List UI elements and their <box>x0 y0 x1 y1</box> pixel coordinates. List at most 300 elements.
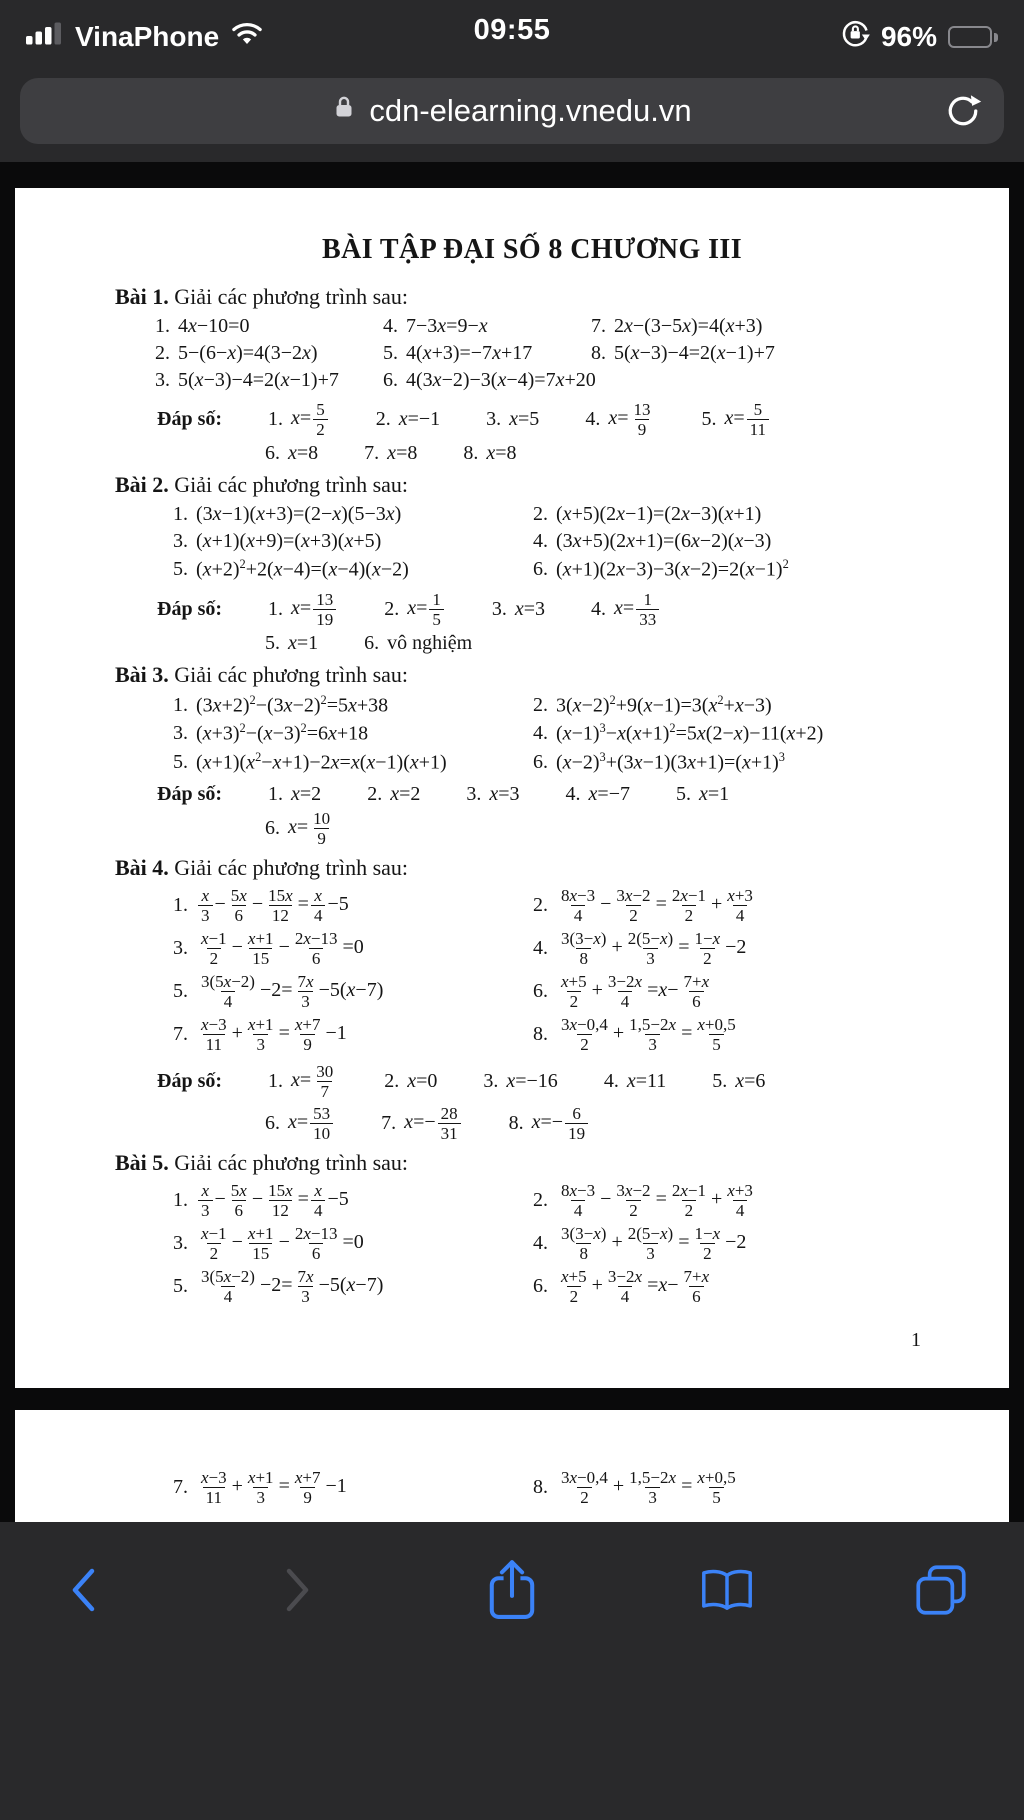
fraction <box>295 972 317 1011</box>
item-number: 2. <box>533 1189 548 1212</box>
item-number: 8. <box>533 1023 548 1046</box>
fraction-denominator: 12 <box>269 905 292 925</box>
fraction-numerator: 10 <box>313 808 331 828</box>
fraction-numerator: x−1 <box>201 928 227 948</box>
exercise-intro: Giải các phương trình sau: <box>168 1150 409 1176</box>
fraction-denominator: 9 <box>300 1487 315 1507</box>
problem <box>533 750 949 775</box>
fraction-denominator: 2 <box>626 905 641 925</box>
fraction-numerator: 7+x <box>683 971 710 991</box>
fraction <box>669 886 709 925</box>
fraction <box>558 972 590 1011</box>
equation: x= $\frac{5}{11}$ <box>724 400 771 439</box>
fraction-denominator: 3 <box>253 1487 268 1507</box>
item-number: 5. <box>712 1070 728 1093</box>
equation: x=0 <box>407 1070 438 1093</box>
fraction-numerator: x+5 <box>561 1267 587 1287</box>
fraction-denominator: 3 <box>298 991 313 1011</box>
fraction <box>198 1224 230 1263</box>
item-number: 3. <box>155 369 170 391</box>
answer <box>364 632 472 655</box>
fraction-denominator: 2 <box>567 1286 582 1306</box>
exercise-label: Bài 4. <box>115 854 169 880</box>
item-number: 1. <box>268 782 284 805</box>
item-number: 4. <box>533 936 548 959</box>
problem <box>533 1468 949 1507</box>
problem <box>533 693 949 718</box>
item-number: 1. <box>173 1189 188 1212</box>
fraction-numerator: x+0,5 <box>697 1468 736 1487</box>
orientation-lock-icon <box>840 19 870 56</box>
answers-row <box>115 1104 949 1143</box>
problem <box>173 1468 533 1507</box>
item-number: 3. <box>466 782 482 805</box>
answer <box>384 590 446 629</box>
fraction-denominator: 31 <box>438 1123 461 1143</box>
fraction-numerator: 1−x <box>694 1224 721 1244</box>
fraction-denominator: 15 <box>249 948 272 968</box>
fraction-denominator: 9 <box>635 419 650 439</box>
exercise-heading <box>115 662 949 688</box>
exercise-label: Bài 2. <box>115 472 169 498</box>
equation: $\frac{x}{3}$ − $\frac{5x}{6}$ − $\frac{15x}{12}$ = $\frac{x}{4}$ −5 <box>196 886 349 925</box>
item-number: 7. <box>591 315 606 337</box>
item-number: 5. <box>675 782 691 805</box>
share-icon <box>486 1558 538 1622</box>
fraction <box>694 1015 738 1054</box>
fraction-denominator: 8 <box>576 1243 591 1263</box>
exercise-section <box>115 284 949 465</box>
fraction <box>558 929 609 968</box>
fraction-numerator: 1 <box>432 589 441 609</box>
address-bar[interactable] <box>20 78 1004 144</box>
problem-grid <box>115 503 949 582</box>
fraction-numerator: 28 <box>440 1104 458 1124</box>
fraction-denominator: 4 <box>311 905 326 925</box>
status-bar <box>0 0 1024 66</box>
exercise-section <box>115 1150 949 1306</box>
equation: 4(3x−2)−3(x−4)=7x+20 <box>406 369 596 391</box>
fraction-numerator: 5x <box>230 885 247 905</box>
equation: x=− $\frac{6}{19}$ <box>532 1104 590 1143</box>
equation: $\frac{3(3-x)}{8}$ + $\frac{2(5-x)}{3}$ = $\frac{1-x}{2}$ −2 <box>556 929 746 968</box>
fraction-numerator: 2x−1 <box>671 885 706 905</box>
tabs-button[interactable] <box>908 1563 974 1617</box>
fraction <box>292 1468 324 1507</box>
fraction <box>313 1062 336 1101</box>
item-number: 2. <box>384 1070 400 1093</box>
item-number: 2. <box>367 782 383 805</box>
equation: $\frac{3(3-x)}{8}$ + $\frac{2(5-x)}{3}$ = $\frac{1-x}{2}$ −2 <box>556 1224 746 1263</box>
fraction-numerator: x+7 <box>294 1015 321 1034</box>
fraction-numerator: 5 <box>753 400 763 419</box>
fraction-numerator: x <box>201 1181 210 1201</box>
exercise-heading <box>115 284 949 310</box>
item-number: 8. <box>533 1476 548 1499</box>
item-number: 7. <box>364 442 380 465</box>
bookmarks-button[interactable] <box>694 1566 760 1614</box>
reload-icon <box>944 118 982 133</box>
fraction-numerator: x+1 <box>247 1468 274 1487</box>
equation: $(x-2)^3+(3x-1)(3x+1)=(x+1)^3$ <box>556 750 785 774</box>
toolbar-icons-row <box>0 1522 1024 1622</box>
answer <box>509 1104 590 1143</box>
item-number: 5. <box>173 1275 188 1298</box>
fraction-denominator: 11 <box>203 1487 225 1507</box>
battery-tip <box>994 33 998 42</box>
problem <box>173 721 533 746</box>
fraction-numerator: 3−2x <box>607 1267 643 1287</box>
equation: $\frac{x+5}{2}$ + $\frac{3-2x}{4}$ =x− $\frac{7+x}{6}$ <box>556 1267 714 1306</box>
url-text: cdn-elearning.vnedu.vn <box>369 93 692 128</box>
item-number: 3. <box>173 936 188 959</box>
exercise-section <box>115 662 949 848</box>
document-title: BÀI TẬP ĐẠI SỐ 8 CHƯƠNG III <box>322 234 742 265</box>
fraction-denominator: 11 <box>747 419 769 439</box>
item-number: 2. <box>533 503 548 526</box>
item-number: 4. <box>565 782 581 805</box>
fraction <box>292 1015 324 1054</box>
page2-problem-grid <box>115 1468 949 1507</box>
document-page-2 <box>15 1410 1009 1522</box>
fraction-numerator: 2x−1 <box>671 1181 706 1201</box>
equation: (x+1)(x+9)=(x+3)(x+5) <box>196 530 382 553</box>
answer <box>486 408 539 431</box>
fraction-numerator: x−3 <box>201 1015 227 1034</box>
problem <box>383 369 596 392</box>
problem <box>591 315 949 338</box>
fraction <box>311 1181 326 1220</box>
fraction-denominator: 4 <box>221 1286 236 1306</box>
fraction <box>692 929 724 968</box>
item-number: 1. <box>268 408 284 431</box>
item-number: 7. <box>173 1023 188 1046</box>
equation: $\frac{8x-3}{4}$ − $\frac{3x-2}{2}$ = $\frac{2x-1}{2}$ + $\frac{x+3}{4}$ <box>556 1181 758 1220</box>
equation: $\frac{x}{3}$ − $\frac{5x}{6}$ − $\frac{15x}{12}$ = $\frac{x}{4}$ −5 <box>196 1181 349 1220</box>
equation: $3(x-2)^2+9(x-1)=3(x^2+x-3)$ <box>556 692 772 717</box>
fraction <box>198 1267 258 1306</box>
fraction-denominator: 3 <box>298 1286 313 1306</box>
fraction-denominator: 6 <box>232 905 247 925</box>
fraction-numerator: 3x−2 <box>616 1181 651 1201</box>
item-number: 6. <box>533 979 548 1002</box>
problem-grid <box>115 1181 949 1306</box>
fraction <box>198 972 258 1011</box>
answers-row <box>115 400 949 439</box>
fraction-numerator: 3(5x−2) <box>201 971 255 991</box>
fraction-denominator: 3 <box>198 1200 213 1220</box>
item-number: 5. <box>383 342 398 364</box>
exponent: 2 <box>255 750 262 765</box>
problem <box>173 1267 533 1306</box>
fraction <box>613 1181 653 1220</box>
browser-toolbar <box>0 1522 1024 1820</box>
exponent: 3 <box>778 750 785 765</box>
browser-top-chrome <box>0 0 1024 162</box>
document-page-1 <box>15 188 1009 1388</box>
fraction <box>198 1181 213 1220</box>
equation: x=5 <box>509 408 540 431</box>
item-number: 7. <box>173 1476 188 1499</box>
problem <box>155 369 383 392</box>
problem <box>155 315 383 338</box>
equation: $(x+1)(x^2-x+1)-2x=x(x-1)(x+1)$ <box>196 750 447 774</box>
fraction-denominator: 3 <box>253 1034 268 1054</box>
item-number: 2. <box>533 693 548 716</box>
answer <box>466 783 519 806</box>
item-number: 5. <box>173 557 188 580</box>
problem <box>173 1224 533 1263</box>
pdf-viewer[interactable] <box>0 162 1024 1522</box>
equation: $\frac{x-3}{11}$ + $\frac{x+1}{3}$ = $\frac{x+7}{9}$ −1 <box>196 1468 347 1507</box>
fraction-denominator: 19 <box>313 609 336 629</box>
fraction-numerator: 5 <box>316 400 325 419</box>
fraction-denominator: 4 <box>733 905 748 925</box>
back-button[interactable] <box>50 1567 116 1613</box>
answer <box>265 809 335 848</box>
exercise-label: Bài 1. <box>115 284 169 309</box>
fraction-denominator: 9 <box>300 1034 315 1054</box>
fraction <box>613 886 653 925</box>
fraction-denominator: 33 <box>636 609 659 629</box>
item-number: 4. <box>533 722 548 745</box>
fraction-denominator: 2 <box>700 1243 715 1263</box>
equation: 5(x−3)−4=2(x−1)+7 <box>614 342 775 364</box>
fraction-denominator: 3 <box>643 948 658 968</box>
problem <box>155 342 383 365</box>
fraction-denominator: 2 <box>207 1243 222 1263</box>
reload-button[interactable] <box>940 88 986 134</box>
problem <box>173 929 533 968</box>
equation: 5−(6−x)=4(3−2x) <box>178 342 318 364</box>
item-number: 1. <box>155 315 170 337</box>
fraction-denominator: 5 <box>709 1034 724 1054</box>
fraction-denominator: 4 <box>618 991 633 1011</box>
equation: $\frac{x-1}{2}$ − $\frac{x+1}{15}$ − $\frac{2x-13}{6}$ =0 <box>196 1224 364 1263</box>
answers-row <box>115 1062 949 1101</box>
equation: $\frac{x-1}{2}$ − $\frac{x+1}{15}$ − $\frac{2x-13}{6}$ =0 <box>196 929 364 968</box>
fraction-denominator: 2 <box>626 1200 641 1220</box>
problem <box>173 530 533 553</box>
fraction <box>265 1181 296 1220</box>
fraction <box>245 929 277 968</box>
equation: 2x−(3−5x)=4(x+3) <box>614 315 763 337</box>
equation: x= $\frac{53}{10}$ <box>288 1104 335 1143</box>
equation: $\frac{x-3}{11}$ + $\frac{x+1}{3}$ = $\frac{x+7}{9}$ −1 <box>196 1015 347 1054</box>
equation: x=−7 <box>588 782 630 805</box>
answers-row <box>115 442 949 465</box>
fraction-denominator: 6 <box>689 991 704 1011</box>
page-number: 1 <box>911 1329 921 1351</box>
exercise-heading <box>115 1150 949 1176</box>
fraction-denominator: 10 <box>310 1123 333 1143</box>
equation: x=1 <box>698 782 730 805</box>
equation: $(x+2)^2+2(x-4)=(x-4)(x-2)$ <box>196 557 409 581</box>
answer <box>701 400 771 439</box>
fraction-numerator: 15x <box>268 885 293 905</box>
status-left <box>26 21 264 53</box>
fraction <box>292 1224 341 1263</box>
item-number: 8. <box>591 342 606 364</box>
fraction-denominator: 4 <box>618 1286 633 1306</box>
problem <box>591 342 949 365</box>
answer <box>265 442 318 465</box>
answer <box>492 598 545 621</box>
fraction-numerator: 3x−2 <box>616 885 651 905</box>
item-number: 2. <box>155 342 170 364</box>
fraction <box>558 886 598 925</box>
fraction <box>198 886 213 925</box>
fraction-numerator: 3(5x−2) <box>201 1267 255 1287</box>
item-number: 2. <box>384 597 400 620</box>
equation: (3x+5)(2x+1)=(6x−2)(x−3) <box>556 530 772 553</box>
fraction-denominator: 6 <box>689 1286 704 1306</box>
fraction-numerator: 13 <box>316 589 334 609</box>
share-button[interactable] <box>479 1558 545 1622</box>
fraction <box>198 929 230 968</box>
problem-grid <box>115 886 949 1054</box>
equation: x=3 <box>489 782 520 805</box>
fraction-numerator: x+1 <box>247 1015 274 1034</box>
fraction <box>724 1181 756 1220</box>
fraction-numerator: x <box>314 885 322 905</box>
fraction-numerator: 13 <box>633 400 651 419</box>
exponent: 2 <box>300 721 307 736</box>
fraction-numerator: 5x <box>230 1181 247 1201</box>
fraction <box>626 1468 679 1507</box>
exercise-sections <box>115 284 949 1306</box>
equation: $(x+1)(2x-3)-3(x-2)=2(x-1)^2$ <box>556 557 789 581</box>
fraction-numerator: 3x−0,4 <box>561 1015 608 1034</box>
item-number: 5. <box>173 979 188 1002</box>
item-number: 1. <box>173 693 188 716</box>
fraction <box>626 1015 679 1054</box>
item-number: 7. <box>381 1112 397 1135</box>
answer <box>268 783 321 806</box>
exercise-section <box>115 472 949 655</box>
fraction <box>295 1267 317 1306</box>
equation: $\frac{3(5x-2)}{4}$ −2= $\frac{7x}{3}$ −5(x−7) <box>196 1267 383 1306</box>
exercise-heading <box>115 855 949 881</box>
fraction-numerator: 3x−0,4 <box>561 1468 608 1487</box>
fraction-numerator: 6 <box>572 1104 581 1124</box>
answer <box>585 400 655 439</box>
fraction-denominator: 3 <box>645 1034 660 1054</box>
fraction <box>558 1267 590 1306</box>
fraction <box>313 400 328 439</box>
fraction <box>245 1015 277 1054</box>
item-number: 4. <box>383 315 398 337</box>
equation: x= $\frac{13}{19}$ <box>291 590 338 629</box>
clock: 09:55 <box>473 14 551 46</box>
fraction <box>292 929 341 968</box>
forward-button[interactable] <box>265 1567 331 1613</box>
item-number: 3. <box>486 408 502 431</box>
fraction-numerator: 3(3−x) <box>561 1224 607 1244</box>
answer <box>268 590 338 629</box>
equation: x=−16 <box>506 1070 558 1093</box>
fraction <box>681 972 713 1011</box>
fraction <box>681 1267 713 1306</box>
address-bar-row <box>0 66 1024 162</box>
fraction-numerator: 8x−3 <box>561 885 596 905</box>
equation: x= $\frac{5}{2}$ <box>291 400 330 439</box>
fraction-denominator: 4 <box>571 905 586 925</box>
tabs-icon <box>914 1563 968 1617</box>
fraction <box>228 1181 250 1220</box>
item-number: 6. <box>533 750 548 773</box>
equation: x=− $\frac{28}{31}$ <box>404 1104 462 1143</box>
fraction <box>228 886 250 925</box>
fraction-denominator: 15 <box>249 1243 272 1263</box>
fraction-numerator: 2(5−x) <box>627 1224 674 1244</box>
item-number: 4. <box>585 408 601 431</box>
fraction-denominator: 7 <box>317 1081 332 1101</box>
back-chevron-icon <box>70 1567 96 1613</box>
fraction <box>438 1104 461 1143</box>
fraction-denominator: 6 <box>309 948 324 968</box>
equation: x=3 <box>514 597 546 620</box>
status-right <box>840 19 998 56</box>
fraction <box>625 1224 676 1263</box>
fraction <box>198 1015 230 1054</box>
lock-icon <box>332 93 356 129</box>
item-number: 5. <box>701 408 717 431</box>
equation: x=2 <box>291 782 322 805</box>
fraction-numerator: 2x−13 <box>294 928 338 948</box>
fraction-numerator: 30 <box>316 1062 334 1082</box>
item-number: 8. <box>463 442 479 465</box>
fraction-numerator: x+7 <box>294 1468 321 1487</box>
answer <box>463 442 516 465</box>
fraction <box>265 886 296 925</box>
fraction-denominator: 2 <box>207 948 222 968</box>
answers-label: Đáp số: <box>157 1070 223 1093</box>
problem-grid <box>115 315 949 392</box>
problem <box>173 750 533 775</box>
equation: (x+5)(2x−1)=(2x−3)(x+1) <box>556 503 762 526</box>
item-number: 6. <box>265 442 280 465</box>
fraction <box>565 1104 588 1143</box>
fraction-numerator: x+3 <box>727 885 753 905</box>
item-number: 3. <box>483 1070 499 1093</box>
equation: $\frac{3x-0,4}{2}$ + $\frac{1,5-2x}{3}$ = $\frac{x+0,5}{5}$ <box>556 1015 741 1054</box>
item-number: 6. <box>265 816 280 839</box>
equation: 4x−10=0 <box>178 315 250 337</box>
equation: x=1 <box>288 631 319 654</box>
fraction-denominator: 4 <box>733 1200 748 1220</box>
fraction-denominator: 11 <box>203 1034 225 1054</box>
item-number: 6. <box>364 631 380 654</box>
fraction <box>724 886 756 925</box>
exponent: 2 <box>239 557 246 572</box>
fraction-denominator: 4 <box>311 1200 326 1220</box>
item-number: 8. <box>508 1112 524 1135</box>
fraction-numerator: x <box>314 1181 322 1201</box>
item-number: 1. <box>173 503 188 526</box>
answer <box>265 1104 335 1143</box>
problem <box>533 1224 949 1263</box>
answer <box>384 1070 437 1093</box>
problem <box>173 693 533 718</box>
fraction-denominator: 4 <box>221 991 236 1011</box>
answer <box>268 400 330 439</box>
fraction-denominator: 2 <box>682 1200 697 1220</box>
answer <box>712 1070 765 1093</box>
fraction-denominator: 6 <box>309 1243 324 1263</box>
answers-row <box>115 590 949 629</box>
equation: x=6 <box>735 1070 766 1093</box>
